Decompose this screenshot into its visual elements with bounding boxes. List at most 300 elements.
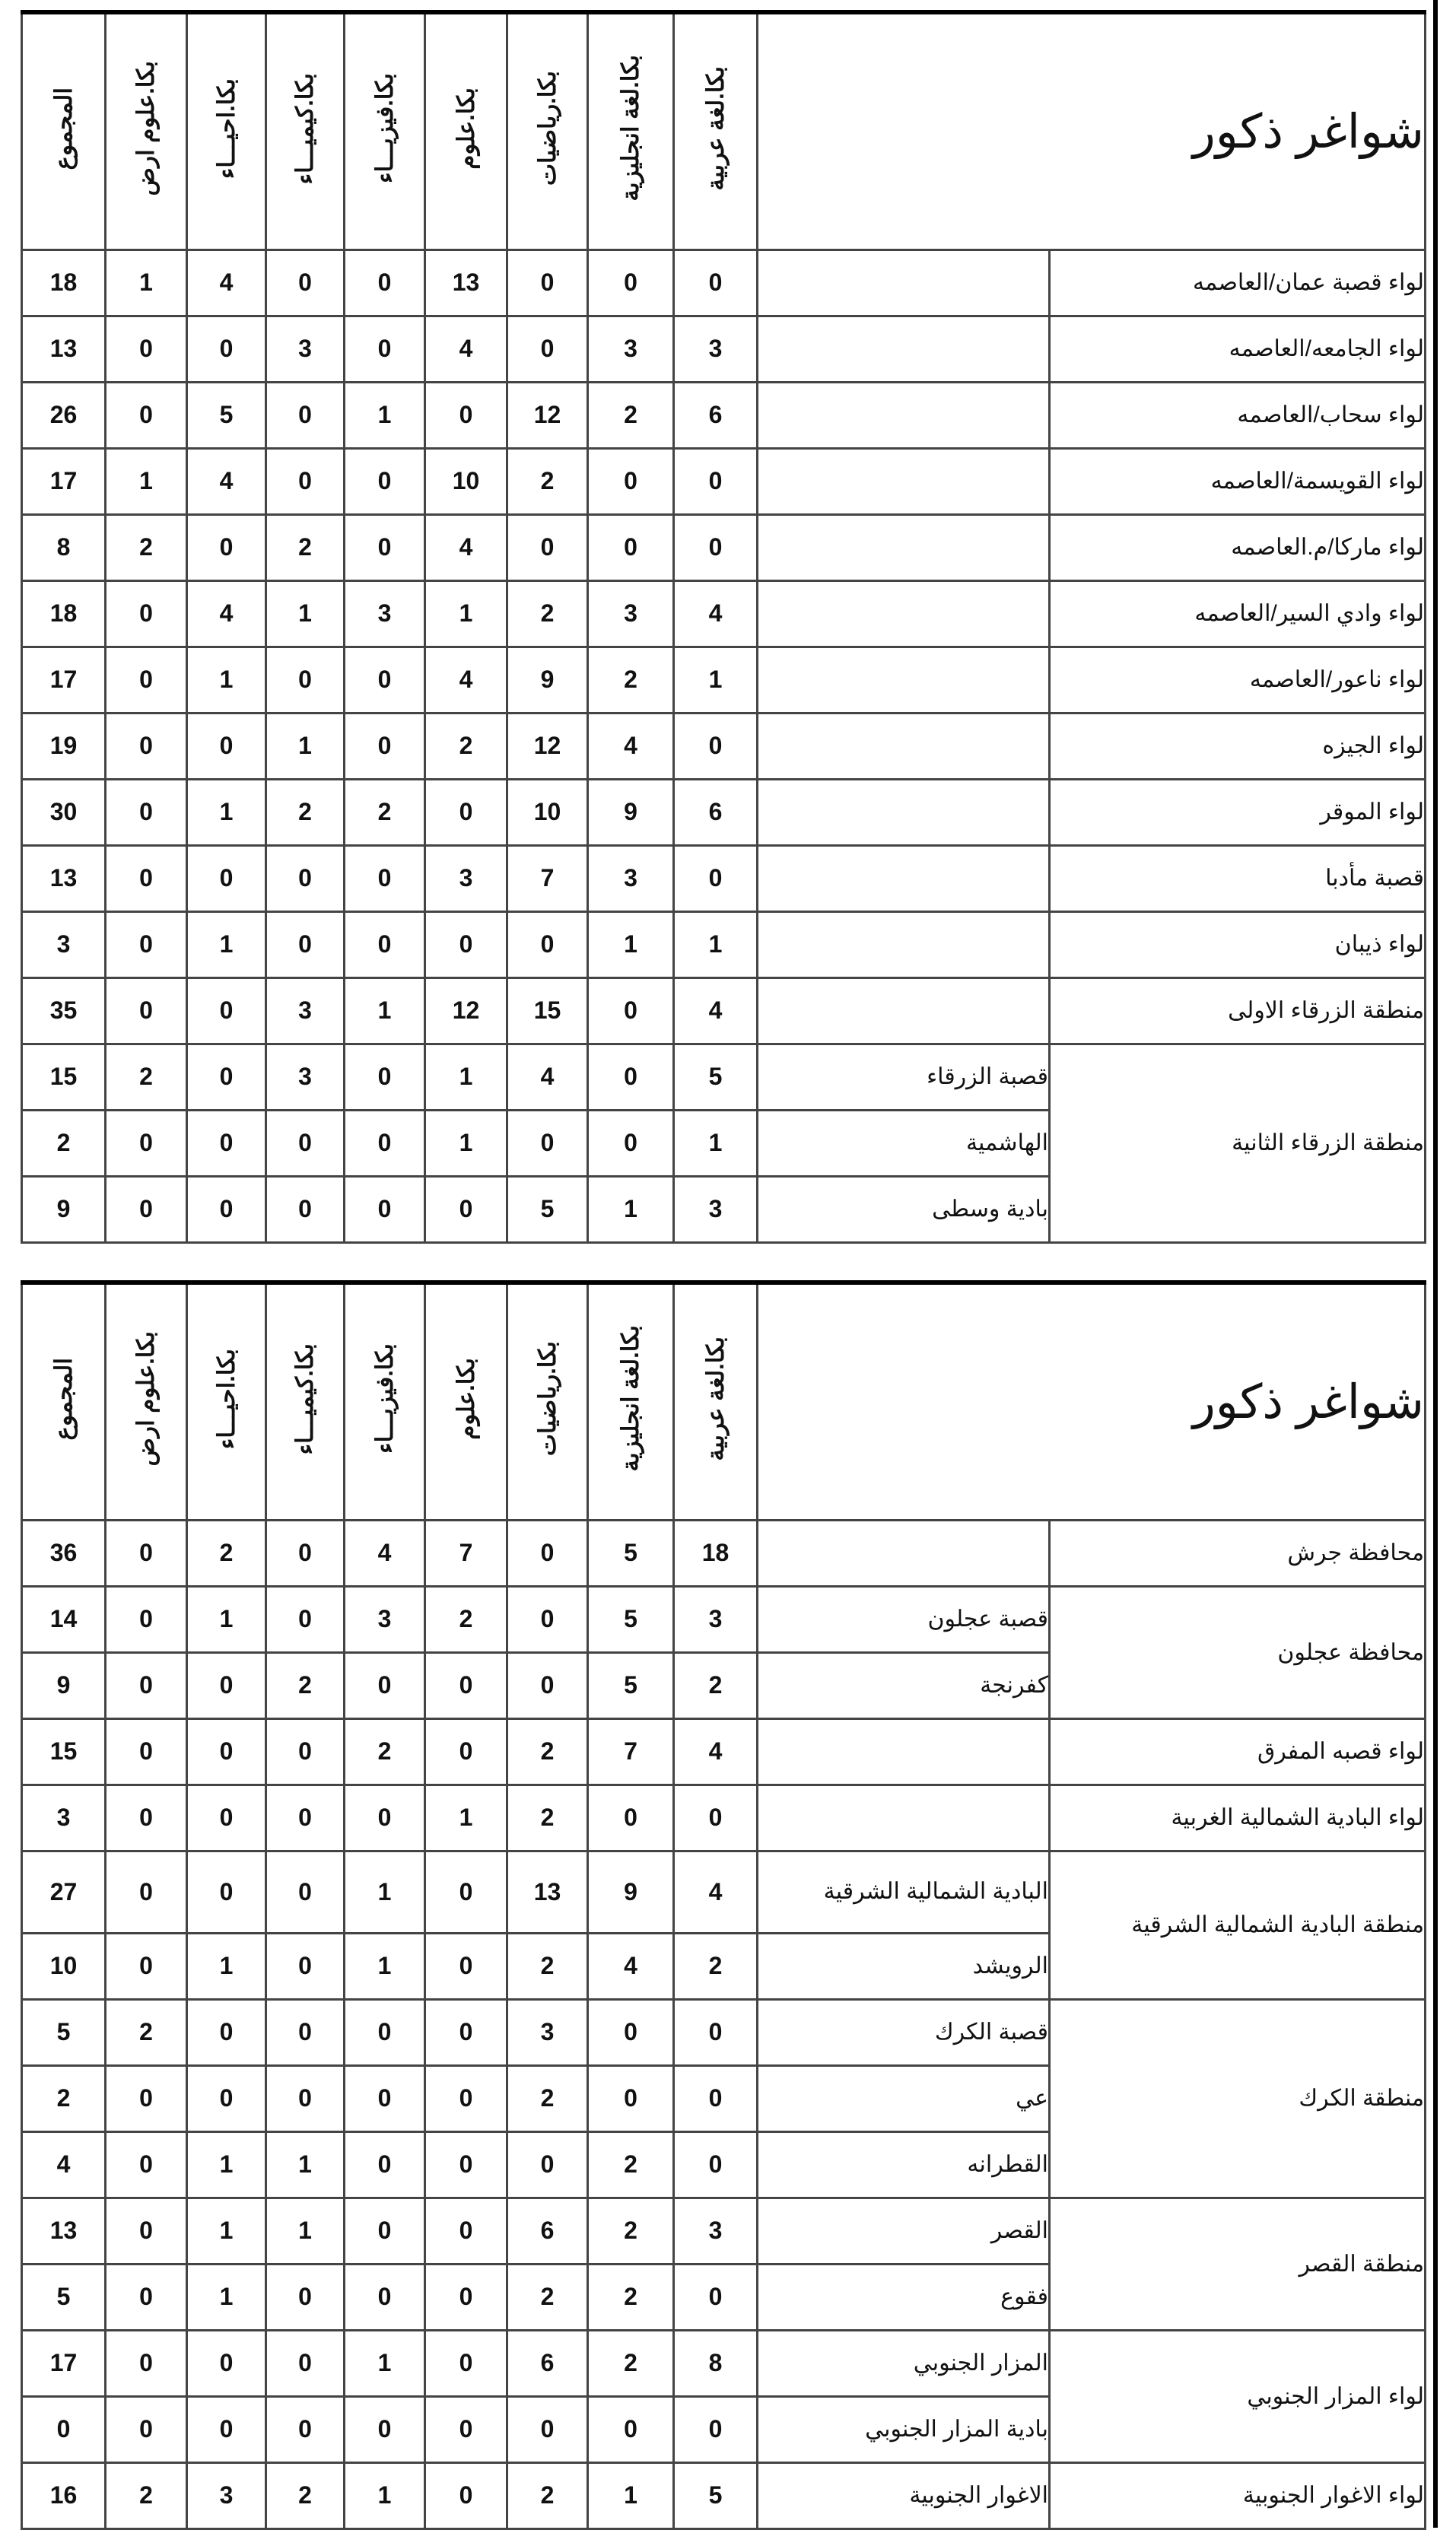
value-cell: 1 <box>187 1586 266 1652</box>
value-cell: 0 <box>266 1586 345 1652</box>
total-cell: 13 <box>22 845 106 911</box>
value-cell: 0 <box>345 647 425 713</box>
value-cell: 0 <box>345 250 425 316</box>
value-cell: 7 <box>588 1718 674 1785</box>
value-cell: 2 <box>507 448 588 514</box>
value-cell: 0 <box>106 2198 187 2264</box>
directorate-name: لواء ماركا/م.العاصمه <box>1050 514 1426 580</box>
column-header-label: بكا.رياضيات <box>533 1341 561 1457</box>
value-cell: 7 <box>507 845 588 911</box>
value-cell: 5 <box>588 1520 674 1586</box>
value-cell: 0 <box>425 1933 507 1999</box>
value-cell: 9 <box>588 1851 674 1933</box>
value-cell: 2 <box>507 2065 588 2131</box>
value-cell: 2 <box>674 1652 758 1718</box>
value-cell: 0 <box>588 448 674 514</box>
value-cell: 0 <box>425 1176 507 1242</box>
value-cell: 0 <box>266 845 345 911</box>
value-cell: 0 <box>345 2131 425 2198</box>
sub-area-name: القصر <box>758 2198 1050 2264</box>
value-cell: 1 <box>266 713 345 779</box>
value-cell: 13 <box>425 250 507 316</box>
value-cell: 5 <box>588 1652 674 1718</box>
value-cell: 1 <box>345 382 425 448</box>
sub-area-name <box>758 250 1050 316</box>
directorate-name: لواء وادي السير/العاصمه <box>1050 580 1426 647</box>
value-cell: 0 <box>187 713 266 779</box>
value-cell: 0 <box>106 977 187 1044</box>
value-cell: 1 <box>266 2198 345 2264</box>
value-cell: 0 <box>345 1999 425 2065</box>
sub-area-name: بادية وسطى <box>758 1176 1050 1242</box>
value-cell: 4 <box>425 316 507 382</box>
value-cell: 0 <box>507 316 588 382</box>
value-cell: 6 <box>507 2198 588 2264</box>
value-cell: 0 <box>345 316 425 382</box>
total-cell: 9 <box>22 1652 106 1718</box>
value-cell: 0 <box>674 250 758 316</box>
value-cell: 0 <box>266 1110 345 1176</box>
total-cell: 36 <box>22 1520 106 1586</box>
directorate-name: لواء قصبة عمان/العاصمه <box>1050 250 1426 316</box>
value-cell: 13 <box>507 1851 588 1933</box>
value-cell: 2 <box>187 1520 266 1586</box>
value-cell: 0 <box>266 2396 345 2462</box>
value-cell: 0 <box>345 514 425 580</box>
sub-area-name <box>758 977 1050 1044</box>
value-cell: 2 <box>345 779 425 845</box>
value-cell: 0 <box>674 2264 758 2330</box>
column-header <box>106 1282 187 1520</box>
value-cell: 0 <box>187 845 266 911</box>
value-cell: 0 <box>425 1999 507 2065</box>
column-header-label: المجموع <box>49 1357 77 1440</box>
value-cell: 3 <box>674 1176 758 1242</box>
table-row <box>22 580 1426 647</box>
value-cell: 1 <box>425 1785 507 1851</box>
column-header-label: بكا.كيميـــاء <box>291 1343 318 1454</box>
value-cell: 5 <box>674 1044 758 1110</box>
value-cell: 0 <box>106 1520 187 1586</box>
total-cell: 5 <box>22 2264 106 2330</box>
value-cell: 3 <box>588 845 674 911</box>
value-cell: 0 <box>345 911 425 977</box>
column-header <box>425 1282 507 1520</box>
value-cell: 0 <box>345 2198 425 2264</box>
value-cell: 4 <box>425 514 507 580</box>
sub-area-name: الاغوار الجنوبية <box>758 2462 1050 2528</box>
value-cell: 2 <box>425 1586 507 1652</box>
table-title: شواغر ذكور <box>758 1282 1426 1520</box>
total-cell: 2 <box>22 1110 106 1176</box>
value-cell: 0 <box>106 1110 187 1176</box>
total-cell: 9 <box>22 1176 106 1242</box>
value-cell: 0 <box>345 448 425 514</box>
directorate-name: لواء ذيبان <box>1050 911 1426 977</box>
value-cell: 4 <box>507 1044 588 1110</box>
value-cell: 0 <box>106 779 187 845</box>
value-cell: 3 <box>345 580 425 647</box>
value-cell: 6 <box>507 2330 588 2396</box>
value-cell: 0 <box>187 1999 266 2065</box>
total-cell: 19 <box>22 713 106 779</box>
table-row <box>22 1851 1426 1933</box>
value-cell: 1 <box>588 911 674 977</box>
value-cell: 3 <box>266 316 345 382</box>
value-cell: 4 <box>425 647 507 713</box>
value-cell: 0 <box>425 2131 507 2198</box>
value-cell: 1 <box>187 1933 266 1999</box>
value-cell: 1 <box>106 250 187 316</box>
page-right-border <box>1433 0 1438 2528</box>
directorate-name: محافظة عجلون <box>1050 1586 1426 1718</box>
value-cell: 0 <box>266 2264 345 2330</box>
value-cell: 4 <box>187 250 266 316</box>
column-header-label: بكا.كيميـــاء <box>291 72 318 184</box>
value-cell: 5 <box>588 1586 674 1652</box>
value-cell: 0 <box>425 2198 507 2264</box>
column-header-label: بكا.لغة انجليزية <box>617 55 644 202</box>
value-cell: 2 <box>588 2264 674 2330</box>
value-cell: 0 <box>425 1652 507 1718</box>
value-cell: 0 <box>187 1110 266 1176</box>
value-cell: 4 <box>588 1933 674 1999</box>
value-cell: 0 <box>674 1785 758 1851</box>
value-cell: 0 <box>266 1851 345 1933</box>
value-cell: 4 <box>187 580 266 647</box>
value-cell: 0 <box>106 382 187 448</box>
value-cell: 3 <box>187 2462 266 2528</box>
column-header <box>674 1282 758 1520</box>
value-cell: 2 <box>507 2264 588 2330</box>
column-header-label: بكا.لغة انجليزية <box>617 1325 644 1473</box>
value-cell: 0 <box>106 1785 187 1851</box>
value-cell: 0 <box>507 514 588 580</box>
value-cell: 1 <box>425 1110 507 1176</box>
sub-area-name <box>758 1520 1050 1586</box>
sub-area-name: قصبة الزرقاء <box>758 1044 1050 1110</box>
value-cell: 0 <box>266 2065 345 2131</box>
directorate-name: لواء الجامعه/العاصمه <box>1050 316 1426 382</box>
value-cell: 0 <box>187 2330 266 2396</box>
value-cell: 0 <box>106 316 187 382</box>
value-cell: 1 <box>425 1044 507 1110</box>
value-cell: 0 <box>425 779 507 845</box>
header-row <box>22 12 1426 250</box>
value-cell: 18 <box>674 1520 758 1586</box>
value-cell: 4 <box>345 1520 425 1586</box>
total-cell: 8 <box>22 514 106 580</box>
value-cell: 0 <box>266 911 345 977</box>
value-cell: 0 <box>425 911 507 977</box>
column-header-label: بكا.علوم <box>452 1357 479 1440</box>
table-row <box>22 1044 1426 1110</box>
total-cell: 3 <box>22 1785 106 1851</box>
value-cell: 0 <box>266 2330 345 2396</box>
value-cell: 9 <box>588 779 674 845</box>
total-cell: 2 <box>22 2065 106 2131</box>
value-cell: 2 <box>266 1652 345 1718</box>
value-cell: 0 <box>345 713 425 779</box>
total-cell: 15 <box>22 1718 106 1785</box>
value-cell: 1 <box>187 2264 266 2330</box>
value-cell: 0 <box>106 1718 187 1785</box>
sub-area-name: كفرنجة <box>758 1652 1050 1718</box>
sub-area-name <box>758 779 1050 845</box>
value-cell: 0 <box>187 1044 266 1110</box>
value-cell: 5 <box>187 382 266 448</box>
table-row <box>22 448 1426 514</box>
value-cell: 0 <box>106 911 187 977</box>
value-cell: 0 <box>187 977 266 1044</box>
value-cell: 0 <box>187 514 266 580</box>
value-cell: 2 <box>507 1718 588 1785</box>
table-row <box>22 977 1426 1044</box>
value-cell: 0 <box>674 845 758 911</box>
column-header <box>22 1282 106 1520</box>
total-cell: 13 <box>22 316 106 382</box>
table-row <box>22 911 1426 977</box>
value-cell: 0 <box>106 2065 187 2131</box>
total-cell: 17 <box>22 2330 106 2396</box>
value-cell: 0 <box>345 1044 425 1110</box>
table-row <box>22 514 1426 580</box>
directorate-name: لواء قصبه المفرق <box>1050 1718 1426 1785</box>
value-cell: 1 <box>425 580 507 647</box>
column-header-label: بكا.لغة عربية <box>701 65 729 191</box>
total-cell: 15 <box>22 1044 106 1110</box>
value-cell: 0 <box>345 2065 425 2131</box>
value-cell: 1 <box>345 2330 425 2396</box>
directorate-name: لواء الاغوار الجنوبية <box>1050 2462 1426 2528</box>
value-cell: 1 <box>345 1933 425 1999</box>
value-cell: 3 <box>674 2198 758 2264</box>
value-cell: 6 <box>674 382 758 448</box>
value-cell: 2 <box>507 2462 588 2528</box>
value-cell: 2 <box>106 1044 187 1110</box>
column-header <box>266 12 345 250</box>
value-cell: 1 <box>106 448 187 514</box>
value-cell: 0 <box>507 2396 588 2462</box>
value-cell: 4 <box>674 977 758 1044</box>
sub-area-name <box>758 911 1050 977</box>
column-header-label: بكا.علوم ارض <box>132 1331 159 1467</box>
value-cell: 2 <box>266 514 345 580</box>
value-cell: 10 <box>507 779 588 845</box>
value-cell: 3 <box>674 1586 758 1652</box>
value-cell: 0 <box>266 1718 345 1785</box>
sub-area-name: عي <box>758 2065 1050 2131</box>
value-cell: 12 <box>425 977 507 1044</box>
table-row <box>22 2330 1426 2396</box>
total-cell: 0 <box>22 2396 106 2462</box>
sub-area-name: القطرانه <box>758 2131 1050 2198</box>
value-cell: 0 <box>266 1520 345 1586</box>
value-cell: 0 <box>266 1999 345 2065</box>
value-cell: 2 <box>425 713 507 779</box>
value-cell: 2 <box>106 2462 187 2528</box>
value-cell: 1 <box>588 1176 674 1242</box>
column-header-label: المجموع <box>49 87 77 170</box>
value-cell: 0 <box>187 2396 266 2462</box>
value-cell: 0 <box>674 713 758 779</box>
value-cell: 0 <box>507 1652 588 1718</box>
value-cell: 4 <box>674 1718 758 1785</box>
value-cell: 5 <box>507 1176 588 1242</box>
value-cell: 0 <box>345 845 425 911</box>
column-header <box>674 12 758 250</box>
value-cell: 0 <box>588 1999 674 2065</box>
directorate-name: لواء الموقر <box>1050 779 1426 845</box>
value-cell: 0 <box>425 2264 507 2330</box>
sub-area-name <box>758 845 1050 911</box>
value-cell: 0 <box>345 2264 425 2330</box>
total-cell: 17 <box>22 448 106 514</box>
total-cell: 14 <box>22 1586 106 1652</box>
value-cell: 0 <box>588 1044 674 1110</box>
directorate-name: منطقة القصر <box>1050 2198 1426 2330</box>
table-row <box>22 1718 1426 1785</box>
value-cell: 0 <box>106 2131 187 2198</box>
column-header-label: بكا.احيـــاء <box>212 1348 240 1449</box>
directorate-name: لواء ناعور/العاصمه <box>1050 647 1426 713</box>
sub-area-name <box>758 514 1050 580</box>
value-cell: 0 <box>187 1851 266 1933</box>
value-cell: 4 <box>588 713 674 779</box>
column-header <box>425 12 507 250</box>
value-cell: 2 <box>106 514 187 580</box>
value-cell: 0 <box>674 2396 758 2462</box>
value-cell: 0 <box>266 250 345 316</box>
sub-area-name <box>758 316 1050 382</box>
column-header <box>22 12 106 250</box>
directorate-name: منطقة الزرقاء الاولى <box>1050 977 1426 1044</box>
value-cell: 0 <box>266 1176 345 1242</box>
value-cell: 0 <box>425 2065 507 2131</box>
value-cell: 0 <box>266 1785 345 1851</box>
sub-area-name <box>758 1785 1050 1851</box>
value-cell: 0 <box>106 1652 187 1718</box>
value-cell: 0 <box>106 647 187 713</box>
value-cell: 0 <box>425 2462 507 2528</box>
value-cell: 2 <box>106 1999 187 2065</box>
value-cell: 3 <box>674 316 758 382</box>
value-cell: 0 <box>345 1652 425 1718</box>
value-cell: 0 <box>187 1176 266 1242</box>
value-cell: 3 <box>507 1999 588 2065</box>
value-cell: 3 <box>266 977 345 1044</box>
total-cell: 10 <box>22 1933 106 1999</box>
value-cell: 0 <box>266 1933 345 1999</box>
value-cell: 2 <box>266 779 345 845</box>
sub-area-name <box>758 647 1050 713</box>
value-cell: 1 <box>266 2131 345 2198</box>
value-cell: 0 <box>345 2396 425 2462</box>
value-cell: 0 <box>106 713 187 779</box>
table-row <box>22 316 1426 382</box>
table-row <box>22 1785 1426 1851</box>
value-cell: 0 <box>425 2330 507 2396</box>
value-cell: 2 <box>588 2198 674 2264</box>
vacancies-table-1 <box>21 10 1426 1244</box>
value-cell: 0 <box>507 911 588 977</box>
column-header-label: بكا.رياضيات <box>533 71 561 186</box>
value-cell: 1 <box>345 1851 425 1933</box>
directorate-name: قصبة مأدبا <box>1050 845 1426 911</box>
value-cell: 0 <box>507 250 588 316</box>
value-cell: 2 <box>507 1785 588 1851</box>
value-cell: 0 <box>345 1110 425 1176</box>
value-cell: 1 <box>345 2462 425 2528</box>
value-cell: 12 <box>507 382 588 448</box>
value-cell: 0 <box>425 1851 507 1933</box>
value-cell: 6 <box>674 779 758 845</box>
value-cell: 2 <box>588 382 674 448</box>
value-cell: 0 <box>588 2396 674 2462</box>
sub-area-name: فقوع <box>758 2264 1050 2330</box>
column-header-label: بكا.احيـــاء <box>212 78 240 179</box>
value-cell: 0 <box>588 2065 674 2131</box>
value-cell: 0 <box>266 448 345 514</box>
column-header-label: بكا.لغة عربية <box>701 1336 729 1461</box>
value-cell: 1 <box>674 1110 758 1176</box>
value-cell: 3 <box>425 845 507 911</box>
sub-area-name: الرويشد <box>758 1933 1050 1999</box>
value-cell: 10 <box>425 448 507 514</box>
table-row <box>22 250 1426 316</box>
sub-area-name: المزار الجنوبي <box>758 2330 1050 2396</box>
value-cell: 0 <box>187 316 266 382</box>
value-cell: 2 <box>588 2131 674 2198</box>
value-cell: 8 <box>674 2330 758 2396</box>
total-cell: 27 <box>22 1851 106 1933</box>
value-cell: 4 <box>187 448 266 514</box>
table-row <box>22 2198 1426 2264</box>
value-cell: 0 <box>106 1586 187 1652</box>
value-cell: 0 <box>588 250 674 316</box>
column-header <box>266 1282 345 1520</box>
value-cell: 3 <box>345 1586 425 1652</box>
value-cell: 0 <box>187 2065 266 2131</box>
value-cell: 12 <box>507 713 588 779</box>
total-cell: 13 <box>22 2198 106 2264</box>
value-cell: 0 <box>106 1176 187 1242</box>
value-cell: 1 <box>187 779 266 845</box>
value-cell: 0 <box>507 2131 588 2198</box>
sub-area-name <box>758 713 1050 779</box>
directorate-name: لواء القويسمة/العاصمه <box>1050 448 1426 514</box>
value-cell: 1 <box>187 647 266 713</box>
table-row <box>22 845 1426 911</box>
value-cell: 0 <box>106 845 187 911</box>
column-header <box>345 1282 425 1520</box>
value-cell: 0 <box>425 382 507 448</box>
total-cell: 4 <box>22 2131 106 2198</box>
value-cell: 0 <box>266 647 345 713</box>
directorate-name: لواء المزار الجنوبي <box>1050 2330 1426 2462</box>
column-header <box>507 1282 588 1520</box>
value-cell: 1 <box>266 580 345 647</box>
value-cell: 0 <box>187 1785 266 1851</box>
column-header-label: بكا.علوم ارض <box>132 61 159 196</box>
directorate-name: لواء الجيزه <box>1050 713 1426 779</box>
value-cell: 0 <box>507 1110 588 1176</box>
value-cell: 0 <box>674 448 758 514</box>
value-cell: 7 <box>425 1520 507 1586</box>
value-cell: 2 <box>588 2330 674 2396</box>
value-cell: 2 <box>507 580 588 647</box>
table-row <box>22 1999 1426 2065</box>
